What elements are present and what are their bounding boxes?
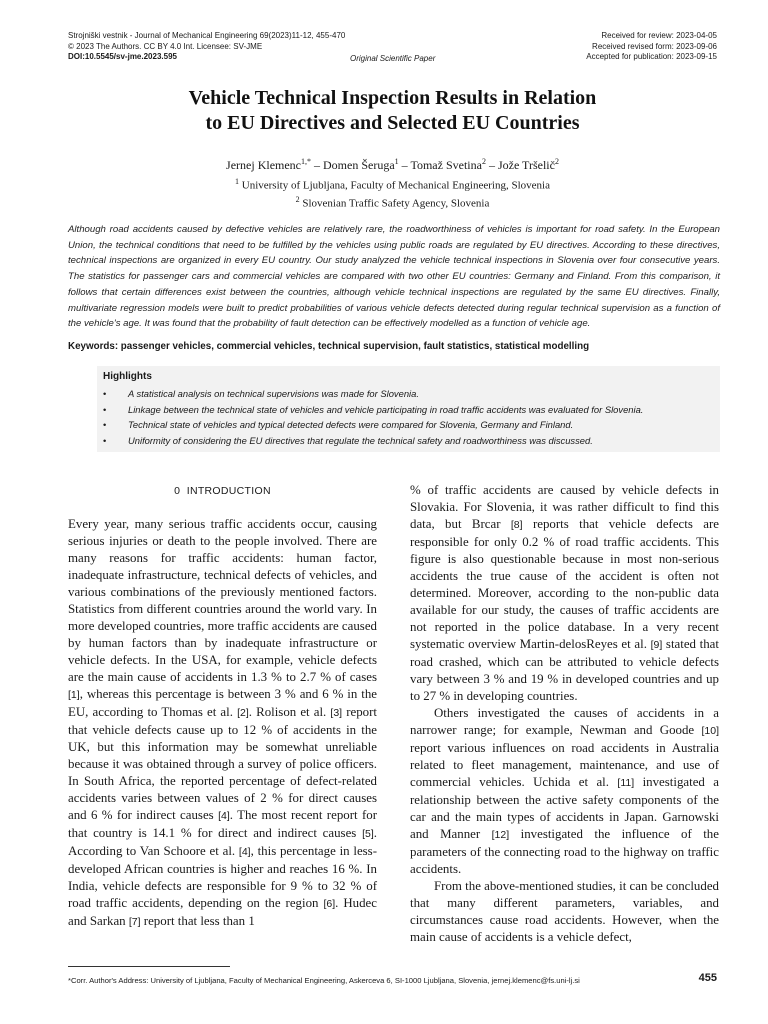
highlight-text: Linkage between the technical state of vehicles and vehicle participating in road traffic accidents was evaluated for Slovenia.: [128, 403, 644, 415]
body-text: , this percentage in less-developed African countries is higher and reaches 16 %. In India, vehicle defects are responsible for 9 % to 32 % of road traffic accidents, depending on the region: [68, 844, 377, 910]
body-text: reports that vehicle defects are responsible for only 0.2 % of road traffic accidents. This figure is also questionable because in most non-serious accidents the true cause of the accident is often not determined. Moreover, according to the non-public data available for our study, the causes of traffic accidents are not reported in the police database. In a very recent systematic overview Martin-delosReyes et al.: [410, 517, 719, 651]
keywords: Keywords: passenger vehicles, commercial vehicles, technical supervision, fault statistics, statistical modelling: [68, 341, 590, 352]
bullet-icon: •: [103, 419, 107, 431]
affil-sup: 2: [295, 194, 300, 204]
author-separator: –: [311, 158, 324, 172]
highlight-text: A statistical analysis on technical supervisions was made for Slovenia.: [128, 388, 419, 399]
abstract: Although road accidents caused by defective vehicles are relatively rare, the roadworthiness of vehicles is important for road safety. In the European Union, the technical conditions that need to be fulfilled by the vehicles using public roads are regulated by EU directives. According to these directives, technical inspections are organized in every EU country. Our study analyzed the vehicle technical inspections in Slovenia over four consecutive years. The statistics for passenger cars and commercial vehicles are compared with two other EU countries: Germany and Finland. From this comparison, it follows that certain differences exist between the countries, although vehicle technical inspections are regulated by the same EU directives. Finally, multivariate regression models were built to predict probabilities of various vehicle defects detected during regular technical supervision as a function of the vehicle's age. It was found that the probability of fault detection can be effectively modelled as a function of vehicle age.: [68, 224, 720, 330]
body-text: . Hudec and Sarkan: [68, 896, 378, 928]
doi-link[interactable]: DOI:10.5545/sv-jme.2023.595: [68, 52, 177, 61]
author-name: Domen Šeruga: [323, 158, 395, 172]
author-affil-sup: 2: [481, 157, 486, 166]
accepted-date: Accepted for publication: 2023-09-15: [586, 52, 717, 61]
body-text: . Rolison et al.: [248, 705, 327, 719]
received-date: Received for review: 2023-04-05: [601, 31, 717, 40]
highlight-text: Technical state of vehicles and typical detected defects were compared for Slovenia, Germany and Finland.: [128, 419, 574, 431]
highlight-item: [103, 433, 643, 449]
citation-link[interactable]: [1]: [68, 689, 80, 701]
highlight-item: [103, 417, 643, 433]
body-text: investigated a relationship between the active safety components of the car and the main types of accidents in Japan. Garnowski and Manner: [410, 775, 719, 841]
body-paragraph: [68, 516, 377, 931]
author-name: Tomaž Svetina: [410, 158, 482, 172]
citation-link[interactable]: [4]: [238, 846, 251, 858]
title-line-2: to EU Directives and Selected EU Countries: [205, 112, 580, 134]
section-number: 0: [174, 485, 181, 497]
bullet-icon: •: [103, 434, 107, 446]
citation-link[interactable]: [2]: [237, 707, 249, 719]
highlights-title: Highlights: [103, 371, 152, 382]
body-column-right: [410, 482, 719, 946]
body-text: investigated the influence of the parameters of the connecting road to the highway on traffic accidents.: [410, 827, 719, 876]
author-affil-sup: 1: [394, 157, 399, 166]
body-text: , whereas this percentage is between 3 % and 6 % in the EU, according to Thomas et al.: [68, 687, 377, 719]
footnote-rule: [68, 966, 230, 967]
section-heading: [68, 485, 377, 497]
body-paragraph: [410, 705, 719, 878]
journal-name: Strojniški vestnik - Journal of Mechanical Engineering 69(2023)11-12, 455-470: [68, 31, 346, 40]
paper-title: [68, 86, 717, 136]
body-text: . The most recent report for that country is 14.1 % for direct and indirect causes: [68, 808, 377, 840]
citation-link[interactable]: [10]: [701, 725, 719, 737]
page-number: 455: [698, 972, 717, 984]
author-name: Jože Tršelič: [497, 158, 555, 172]
title-line-1: Vehicle Technical Inspection Results in Relation: [188, 87, 597, 109]
affil-text: Slovenian Traffic Safety Agency, Slovenia: [299, 197, 490, 210]
body-text: report various influences on road accidents in Australia related to fleet management, maintenance, and use of commercial vehicles. Uchida et al.: [410, 741, 719, 789]
section-title: INTRODUCTION: [186, 485, 271, 497]
affiliation-line: [68, 193, 717, 211]
affiliation-line: [68, 175, 717, 193]
citation-link[interactable]: [9]: [650, 639, 663, 651]
citation-link[interactable]: [5]: [362, 828, 374, 840]
paper-type: Original Scientific Paper: [350, 54, 436, 63]
body-text: Every year, many serious traffic accidents occur, causing serious injuries or death to the people involved. There are many reasons for traffic accidents: human factor, inadequate infrastructure, technical defects of vehicles, and various combinations of the previously mentioned factors. Statistics from different countries around the world vary. In more developed countries, more traffic accidents are caused by human factors than by inadequate infrastructure or vehicle defects. In the USA, for example, vehicle defects are the main cause of accidents in 1.3 % to 2.7 % of cases: [68, 517, 377, 684]
citation-link[interactable]: [12]: [491, 829, 510, 841]
body-text: Others investigated the causes of accidents in a narrower range; for example, Newman and Goode: [410, 706, 719, 737]
author-affil-sup: 1,*: [301, 157, 312, 166]
highlight-item: [103, 386, 643, 402]
affiliations: [68, 175, 717, 210]
author-affil-sup: 2: [554, 157, 559, 166]
body-paragraph: [410, 482, 719, 705]
author-name: Jernej Klemenc: [226, 158, 302, 172]
author-separator: –: [485, 158, 498, 172]
bullet-icon: •: [103, 388, 107, 399]
citation-link[interactable]: [11]: [617, 777, 635, 789]
revised-date: Received revised form: 2023-09-06: [592, 41, 717, 51]
body-text: % of traffic accidents are caused by vehicle defects in Slovakia. For Slovenia, it was rather difficult to find this data, but Brcar: [410, 483, 719, 531]
body-text: report that vehicle defects cause up to 12 % of accidents in the UK, but this information may be somewhat unreliable because it was obtained through a survey of police officers. In South Africa, the reported percentage of defect-related accidents varies between values of 2 % for direct causes and 6 % for indirect causes: [68, 705, 377, 822]
body-text: report that less than 1: [143, 914, 255, 928]
journal-header: [68, 31, 345, 63]
body-text: . According to Van Schoore et al.: [68, 826, 377, 858]
highlights-list: [103, 386, 643, 448]
highlight-item: [103, 402, 643, 418]
highlights-box: [97, 366, 720, 452]
citation-link[interactable]: [3]: [330, 707, 343, 719]
affil-text: University of Ljubljana, Faculty of Mechanical Engineering, Slovenia: [239, 179, 550, 192]
body-paragraph: From the above-mentioned studies, it can be concluded that many different parameters, variables, and circumstances cause road accidents. However, when the main cause of accidents is a vehicle defect,: [410, 879, 719, 944]
body-column-left: [68, 516, 377, 931]
copyright-line: © 2023 The Authors. CC BY 4.0 Int. Licensee: SV-JME: [68, 41, 263, 51]
affil-sup: 1: [235, 177, 239, 186]
corresponding-author-footnote: *Corr. Author's Address: University of Ljubljana, Faculty of Mechanical Engineering, Askerceva 6, SI-1000 Ljubljana, Slovenia, jernej.klemenc@fs.uni-lj.si: [68, 976, 580, 985]
highlight-text: Uniformity of considering the EU directives that regulate the technical safety and roadworthiness was discussed.: [128, 434, 593, 446]
citation-link[interactable]: [6]: [323, 898, 336, 910]
body-text: stated that road crashed, which can be attributed to vehicle defects vary between 3 % and 19 % in developed countries and up to 27 % in developing countries.: [410, 637, 719, 703]
author-list: [68, 154, 717, 173]
bullet-icon: •: [103, 403, 107, 415]
citation-link[interactable]: [8]: [510, 519, 523, 531]
citation-link[interactable]: [4]: [218, 810, 230, 822]
review-dates: [586, 31, 717, 63]
citation-link[interactable]: [7]: [128, 916, 141, 928]
author-separator: –: [398, 158, 411, 172]
